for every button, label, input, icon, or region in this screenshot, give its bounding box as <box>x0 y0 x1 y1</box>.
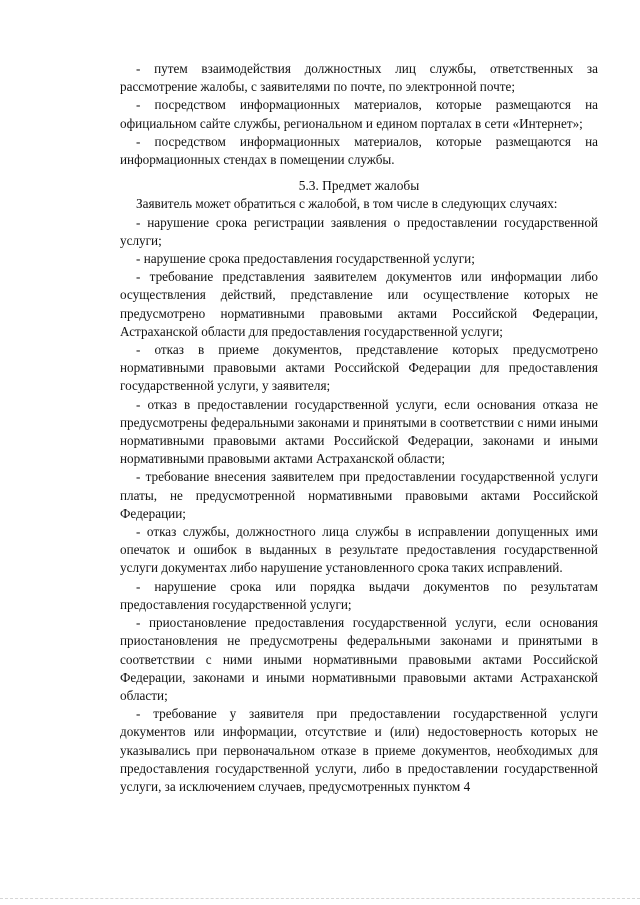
paragraph: - отказ в предоставлении государственной услуги, если основания отказа не предусмотрены федеральными законами и принятыми в соответствии с ними иными нормативными правовыми актами Российской Федерации, законами и иными нормативными правовыми актами Астраханской области; <box>120 396 598 467</box>
paragraph: - посредством информационных материалов, которые размещаются на информационных стендах в помещении службы. <box>120 133 598 168</box>
paragraph: - требование внесения заявителем при предоставлении государственной услуги платы, не предусмотренной нормативными правовыми актами Российской Федерации; <box>120 469 598 521</box>
paragraph: Заявитель может обратиться с жалобой, в том числе в следующих случаях: <box>136 196 558 212</box>
paragraph: - приостановление предоставления государственной услуги, если основания приостановления не предусмотрены федеральными законами и принятыми в соответствии с ними иными нормативными правовыми актами Российской Федерации, законами и иными нормативными правовыми актами Астраханской области; <box>120 615 598 703</box>
paragraph: - требование у заявителя при предоставлении государственной услуги документов или информации, отсутствие и (или) недостоверность которых не указывались при первоначальном отказе в приеме документов, необходимых для предоставления государственной услуги, либо в предоставлении государственной услуги, за исключением случаев, предусмотренных пунктом 4 <box>120 706 598 794</box>
paragraph: - отказ службы, должностного лица службы в исправлении допущенных ими опечаток и ошибок в выданных в результате предоставления государственной услуги документах либо нарушение установленного срока таких исправлений. <box>120 524 598 576</box>
paragraph: - требование представления заявителем документов или информации либо осуществления действий, представление или осуществление которых не предусмотрено нормативными правовыми актами Российской Федерации, Астраханской области для предоставления государственной услуги; <box>120 269 598 339</box>
paragraph: - нарушение срока регистрации заявления о предоставлении государственной услуги; <box>120 214 598 248</box>
paragraph: - нарушение срока или порядка выдачи документов по результатам предоставления государственной услуги; <box>120 578 598 612</box>
paragraph: - посредством информационных материалов, которые размещаются на официальном сайте службы, региональном и едином порталах в сети «Интернет»; <box>120 97 598 131</box>
paragraph: - путем взаимодействия должностных лиц службы, ответственных за рассмотрение жалобы, с заявителями по почте, по электронной почте; <box>120 61 598 95</box>
section-heading: 5.3. Предмет жалобы <box>298 178 420 194</box>
page-bottom-edge <box>0 898 640 899</box>
paragraph: - отказ в приеме документов, представление которых предусмотрено нормативными правовыми актами Российской Федерации для предоставления государственной услуги, у заявителя; <box>120 342 598 394</box>
paragraph: - нарушение срока предоставления государственной услуги; <box>136 251 475 267</box>
